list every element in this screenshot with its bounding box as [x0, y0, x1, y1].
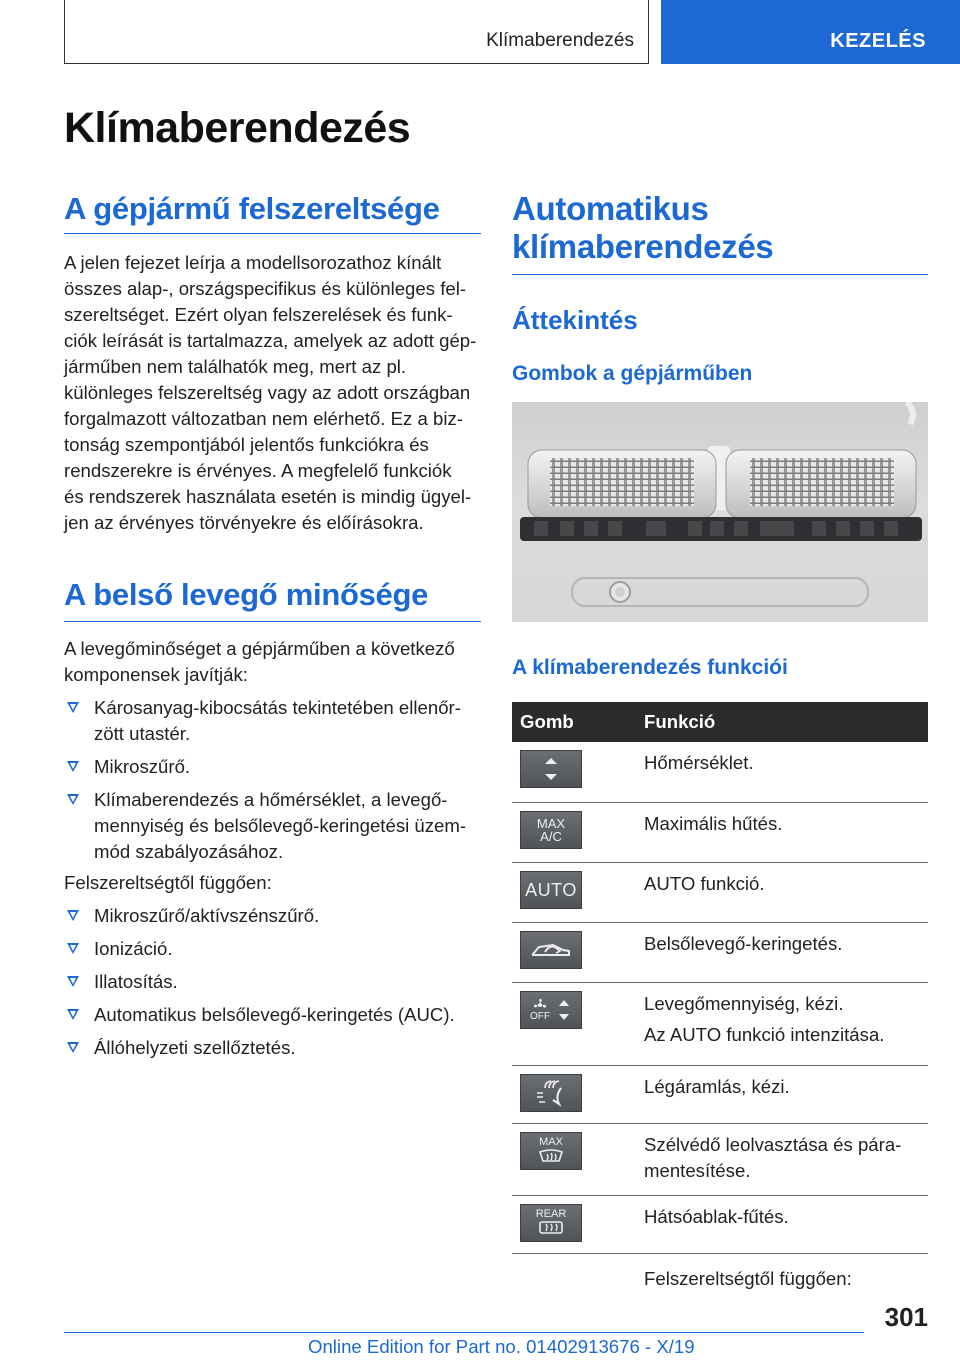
icon-label: MAX [536, 815, 566, 831]
text-line: különleges felszereltség vagy az adott országban [64, 382, 471, 403]
text-line: jen az érvényes törvényekre és előírásokra. [64, 512, 424, 533]
triangle-bullet-icon [67, 1042, 79, 1053]
text-line: Állóhelyzeti szellőztetés. [94, 1037, 296, 1058]
column-header-button: Gomb [512, 702, 636, 742]
triangle-bullet-icon [67, 943, 79, 954]
air-quality-intro [64, 636, 481, 688]
text-line: tonság szempontjából jelentős funkciókra és [64, 434, 429, 455]
auto-icon [520, 871, 582, 909]
text-line: Mikroszűrő. [94, 756, 191, 777]
function-text: Hőmérséklet. [644, 752, 754, 773]
list-item [64, 903, 481, 929]
list-item [64, 695, 481, 747]
table-header-row [512, 702, 928, 742]
fan-off-arrows-icon [520, 991, 582, 1029]
icon-label: AUTO [525, 879, 577, 900]
function-text: Levegőmennyiség, kézi. [644, 992, 844, 1014]
header-chapter-tab[interactable] [661, 0, 960, 64]
air-distribution-icon [520, 1074, 582, 1112]
title-line: klímaberendezés [512, 228, 774, 265]
text-line: rendszerekre is érvényes. A megfelelő funkciók [64, 460, 452, 481]
header-section-title: Klímaberendezés [486, 30, 634, 51]
table-row [512, 982, 928, 1065]
function-text: Légáramlás, kézi. [644, 1075, 790, 1097]
left-column [64, 190, 481, 1068]
function-text: Hátsóablak-fűtés. [644, 1205, 789, 1227]
text-line: összes alap-, országspecifikus és különleges fel- [64, 278, 467, 299]
triangle-bullet-icon [67, 910, 79, 921]
functions-heading: A klímaberendezés funkciói [512, 656, 788, 679]
function-text: Szélvédő leolvasztása és pára- [644, 1133, 902, 1155]
table-row [512, 1253, 928, 1303]
triangle-bullet-icon [67, 976, 79, 987]
text-line: zött utastér. [94, 723, 191, 744]
depends-on-equipment: Felszereltségtől függően: [64, 872, 272, 893]
overview-heading: Áttekintés [512, 305, 638, 335]
text-line: Mikroszűrő/aktívszénszűrő. [94, 905, 320, 926]
rear-defrost-icon [520, 1204, 582, 1242]
right-column [512, 190, 928, 1303]
triangle-bullet-icon [67, 794, 79, 805]
list-item [64, 1035, 481, 1061]
section-title-automatic-climate [512, 190, 928, 275]
optional-equipment-list [64, 903, 481, 1061]
recirculation-car-icon [520, 931, 582, 969]
list-item [64, 969, 481, 995]
table-row [512, 802, 928, 862]
function-text: AUTO funkció. [644, 872, 765, 894]
header-chapter-label: KEZELÉS [830, 30, 926, 52]
list-item [64, 754, 481, 780]
functions-table [512, 702, 928, 1303]
triangle-bullet-icon [67, 702, 79, 713]
temperature-arrows-icon [520, 750, 582, 788]
function-text: Maximális hűtés. [644, 812, 783, 834]
text-line: és rendszerek használata esetén is mindig ügyel- [64, 486, 472, 507]
text-line: A levegőminőséget a gépjárműben a következő [64, 638, 455, 659]
title-line: Automatikus [512, 190, 709, 227]
text-line: Illatosítás. [94, 971, 178, 992]
icon-label: A/C [540, 828, 562, 844]
text-line: forgalmazott változatban nem elérhető. Ez a biz- [64, 408, 463, 429]
list-item [64, 936, 481, 962]
function-text: Felszereltségtől függően: [644, 1267, 852, 1289]
page-number: 301 [884, 1302, 928, 1332]
page-title: Klímaberendezés [64, 104, 411, 152]
equipment-paragraph [64, 250, 481, 536]
air-quality-list [64, 695, 481, 865]
table-row [512, 1065, 928, 1123]
section-title-air-quality: A belső levegő minősége [64, 576, 481, 622]
text-line: járműben nem találhatók meg, mert az pl. [64, 356, 407, 377]
max-ac-icon [520, 811, 582, 849]
table-row [512, 742, 928, 802]
icon-label: REAR [535, 1208, 567, 1220]
text-line: szereltséget. Ezért olyan felszerelések és funk- [64, 304, 453, 325]
dashboard-vents-illustration [512, 402, 928, 622]
text-line: Károsanyag-kibocsátás tekintetében ellenőr- [94, 697, 461, 718]
icon-label: OFF [530, 1010, 550, 1022]
climate-control-photo [512, 402, 928, 622]
text-line: A jelen fejezet leírja a modellsorozathoz kínált [64, 252, 442, 273]
table-row [512, 1123, 928, 1195]
footer-divider [64, 1332, 864, 1333]
edition-footer[interactable]: Online Edition for Part no. 01402913676 - X/19 [308, 1336, 695, 1357]
table-row [512, 922, 928, 982]
text-line: mennyiség és belsőlevegő-keringetési üzem- [94, 815, 467, 836]
text-line: Automatikus belsőlevegő-keringetés (AUC). [94, 1004, 455, 1025]
max-defrost-icon [520, 1132, 582, 1170]
text-line: mód szabályozásához. [94, 841, 284, 862]
text-line: komponensek javítják: [64, 664, 248, 685]
table-row [512, 1195, 928, 1253]
text-line: Klímaberendezés a hőmérséklet, a levegő- [94, 789, 448, 810]
function-text: Belsőlevegő-keringetés. [644, 932, 843, 954]
column-header-function: Funkció [636, 702, 928, 742]
section-title-equipment: A gépjármű felszereltsége [64, 190, 481, 234]
text-line: ciók leírását is tartalmazza, amelyek az adott gép- [64, 330, 477, 351]
triangle-bullet-icon [67, 1009, 79, 1020]
function-text: Az AUTO funkció intenzitása. [644, 1023, 885, 1045]
function-text: mentesítése. [644, 1159, 751, 1181]
text-line: Ionizáció. [94, 938, 173, 959]
list-item [64, 787, 481, 865]
table-row [512, 862, 928, 922]
list-item [64, 1002, 481, 1028]
icon-label: MAX [539, 1136, 563, 1148]
buttons-heading: Gombok a gépjárműben [512, 362, 753, 385]
header-section-box [64, 0, 649, 64]
triangle-bullet-icon [67, 761, 79, 772]
